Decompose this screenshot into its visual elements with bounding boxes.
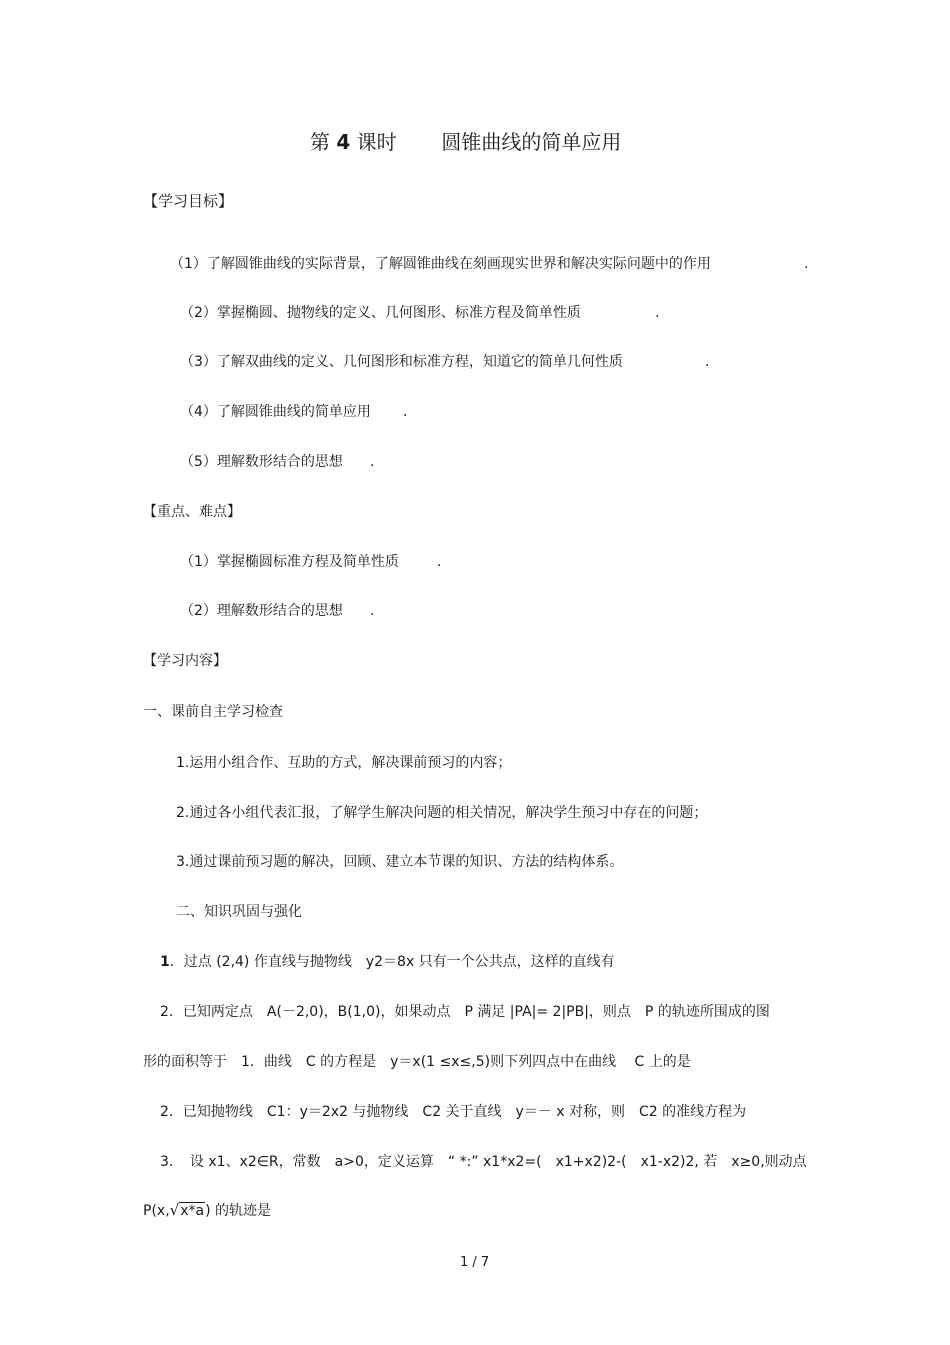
content-heading: 【学习内容】 — [143, 653, 227, 669]
section1-item-2: 2.通过各小组代表汇报，了解学生解决问题的相关情况，解决学生预习中存在的问题； — [176, 805, 708, 821]
page-number: 1 / 7 — [460, 1255, 490, 1270]
question-4-prefix: P(x, — [143, 1203, 170, 1219]
objective-item-1-end: . — [804, 256, 809, 272]
section1-item-3: 3.通过课前预习题的解决，回顾、建立本节课的知识、方法的结构体系。 — [176, 854, 624, 870]
objective-item-3-end: . — [705, 354, 710, 370]
objective-item-4-end: . — [403, 404, 408, 420]
objective-item-3: （3）了解双曲线的定义、几何图形和标准方程，知道它的简单几何性质 — [180, 354, 623, 370]
question-1-text: ．过点 (2,4) 作直线与抛物线 y2＝8x 只有一个公共点，这样的直线有 — [169, 954, 615, 970]
objective-item-5: （5）理解数形结合的思想 — [180, 454, 343, 470]
question-2-line-2: 形的面积等于 1．曲线 C 的方程是 y＝x(1 ≤x≤,5)则下列四点中在曲线 C 上的是 — [143, 1054, 691, 1070]
keypoints-heading: 【重点、难点】 — [143, 504, 241, 520]
title-number: 4 — [336, 130, 351, 154]
keypoint-item-2: （2）理解数形结合的思想 — [180, 603, 343, 619]
question-4-suffix: ) 的轨迹是 — [205, 1203, 271, 1219]
question-1-number: 1 — [160, 954, 170, 970]
title-part2: 课时 — [356, 130, 397, 154]
page-title — [310, 130, 621, 154]
question-4-line-1: 3． 设 x1、x2∈R，常数 a>0，定义运算 “ *:” x1*x2=( x1+x2)2-( x1-x2)2, 若 x≥0,则动点 — [160, 1154, 807, 1170]
radicand: x*a — [180, 1203, 205, 1219]
keypoint-item-1-end: . — [437, 554, 442, 570]
question-4-line-2 — [143, 1201, 271, 1220]
objectives-heading: 【学习目标】 — [143, 192, 234, 210]
question-1 — [160, 953, 615, 971]
objective-item-4: （4）了解圆锥曲线的简单应用 — [180, 404, 371, 420]
keypoint-item-1: （1）掌握椭圆标准方程及简单性质 — [180, 554, 399, 570]
question-2-line-1: 2．已知两定点 A(－2,0)，B(1,0)，如果动点 P 满足 |PA|= 2|PB|，则点 P 的轨迹所围成的图 — [160, 1004, 770, 1020]
objective-item-5-end: . — [370, 454, 375, 470]
title-part1: 第 — [310, 130, 330, 154]
section1-title: 一、课前自主学习检查 — [143, 704, 283, 720]
objective-item-2-end: . — [655, 305, 660, 321]
section2-title: 二、知识巩固与强化 — [176, 904, 302, 920]
keypoint-item-2-end: . — [370, 603, 375, 619]
radical-sign-icon: √ — [169, 1201, 180, 1219]
square-root-expression — [170, 1201, 205, 1220]
title-main: 圆锥曲线的简单应用 — [441, 130, 622, 154]
section1-item-1: 1.运用小组合作、互助的方式，解决课前预习的内容； — [176, 755, 512, 771]
question-3-line: 2．已知抛物线 C1：y＝2x2 与抛物线 C2 关于直线 y＝－ x 对称，则 C2 的准线方程为 — [160, 1104, 747, 1120]
objective-item-1: （1）了解圆锥曲线的实际背景，了解圆锥曲线在刻画现实世界和解决实际问题中的作用 — [170, 256, 711, 272]
objective-item-2: （2）掌握椭圆、抛物线的定义、几何图形、标准方程及简单性质 — [180, 305, 581, 321]
